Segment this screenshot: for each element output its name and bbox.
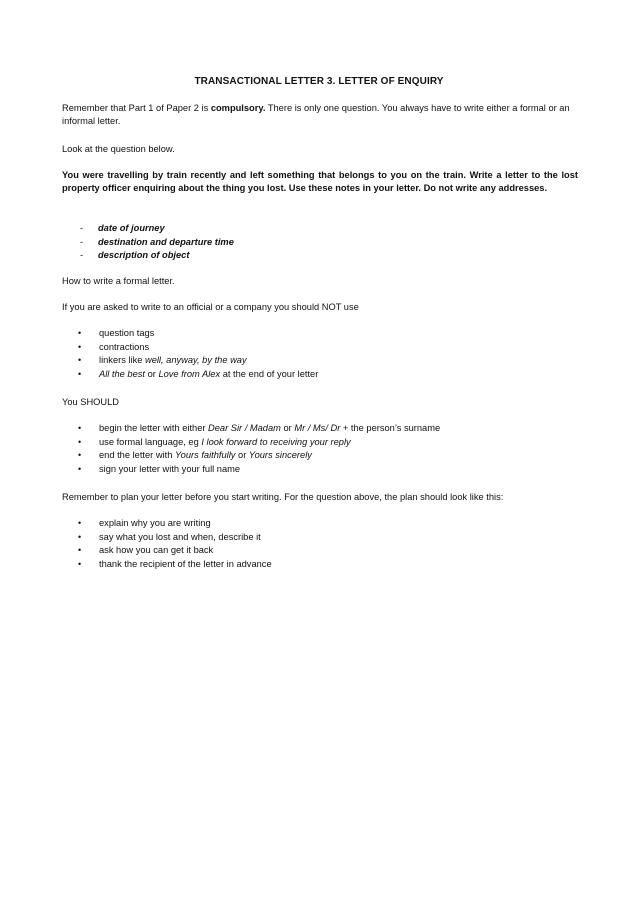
- list-item: [62, 517, 578, 531]
- list-item: [62, 449, 578, 463]
- question-paragraph: You were travelling by train recently and left something that belongs to you on the train. Write a letter to the lost property officer enquiring about the thing you lost. Use these notes in your letter. Do not write any addresses.: [62, 170, 578, 194]
- item-italic-part: I look forward to receiving your reply: [201, 436, 351, 447]
- intro-text-rest: There is only one question. You always have to write either a formal or an informal letter.: [62, 103, 570, 127]
- bullet-marker: •: [78, 328, 82, 338]
- bullet-marker: •: [78, 545, 82, 555]
- list-item: [62, 327, 578, 341]
- item-text-part: linkers like: [99, 355, 145, 365]
- item-text: question tags: [99, 328, 155, 338]
- intro-text: Remember that Part 1 of Paper 2 is: [62, 103, 211, 113]
- item-italic-part: Love from Alex: [158, 368, 221, 379]
- item-text: [99, 436, 351, 449]
- item-italic-part: All the best: [99, 368, 145, 379]
- item-italic-part: Dear Sir / Madam: [208, 423, 281, 433]
- note-text: date of journey: [98, 223, 165, 233]
- not-use-list: [62, 327, 578, 381]
- item-italic-part: well, anyway, by the way: [144, 355, 247, 365]
- item-text: [99, 449, 312, 462]
- list-item: [62, 544, 578, 558]
- list-item: [62, 368, 578, 382]
- item-text: [99, 368, 318, 381]
- bullet-marker: •: [78, 558, 82, 569]
- list-item: [62, 354, 578, 368]
- bullet-marker: •: [78, 518, 82, 528]
- note-text: description of object: [98, 250, 190, 260]
- item-text-part: or: [235, 450, 249, 460]
- bullet-marker: •: [78, 463, 82, 474]
- intro-bold-word: compulsory.: [210, 103, 266, 113]
- bullet-marker: •: [78, 423, 82, 433]
- not-use-intro: If you are asked to write to an official or a company you should NOT use: [62, 302, 359, 312]
- bullet-marker: •: [78, 355, 82, 365]
- intro-paragraph: [62, 102, 578, 129]
- item-text-part: end the letter with: [99, 450, 175, 460]
- note-text: destination and departure time: [98, 236, 234, 247]
- item-italic-part: Mr / Ms/ Dr: [294, 423, 341, 433]
- page-title: TRANSACTIONAL LETTER 3. LETTER OF ENQUIRY: [194, 76, 444, 87]
- list-item: [62, 436, 578, 450]
- list-item: [62, 463, 578, 477]
- should-list: [62, 422, 578, 476]
- list-item: [62, 558, 578, 572]
- item-italic-part: Yours sincerely: [248, 450, 312, 460]
- item-text: thank the recipient of the letter in advance: [99, 558, 272, 569]
- item-text: sign your letter with your full name: [99, 463, 241, 474]
- list-item: [62, 236, 578, 250]
- dash-marker: -: [80, 223, 84, 233]
- how-to-heading: How to write a formal letter.: [62, 276, 175, 286]
- plan-intro: Remember to plan your letter before you start writing. For the question above, the plan should look like this:: [62, 492, 504, 502]
- item-text: ask how you can get it back: [99, 545, 214, 555]
- item-text: explain why you are writing: [99, 518, 211, 528]
- list-item: [62, 531, 578, 545]
- item-text: [99, 354, 247, 367]
- list-item: [62, 422, 578, 436]
- notes-list: [62, 222, 578, 263]
- bullet-marker: •: [78, 436, 82, 447]
- bullet-marker: •: [78, 341, 82, 352]
- item-text: contractions: [99, 341, 150, 352]
- item-text-part: or: [280, 423, 295, 433]
- plan-list: [62, 517, 578, 571]
- list-item: [62, 341, 578, 355]
- bullet-marker: •: [78, 368, 82, 379]
- look-paragraph: Look at the question below.: [62, 144, 175, 154]
- should-intro: You SHOULD: [62, 397, 120, 407]
- item-text: [99, 422, 440, 435]
- item-text: say what you lost and when, describe it: [99, 531, 261, 542]
- list-item: [62, 249, 578, 263]
- item-italic-part: Yours faithfully: [174, 450, 236, 460]
- dash-marker: -: [80, 250, 84, 260]
- item-text-part: at the end of your letter: [220, 368, 319, 379]
- dash-marker: -: [80, 236, 84, 247]
- item-text-part: begin the letter with either: [99, 423, 209, 433]
- item-text-part: or: [145, 368, 159, 379]
- item-text-part: use formal language, eg: [99, 436, 202, 447]
- list-item: [62, 222, 578, 236]
- item-text-part: + the person’s surname: [340, 423, 441, 433]
- bullet-marker: •: [78, 531, 82, 542]
- bullet-marker: •: [78, 450, 82, 460]
